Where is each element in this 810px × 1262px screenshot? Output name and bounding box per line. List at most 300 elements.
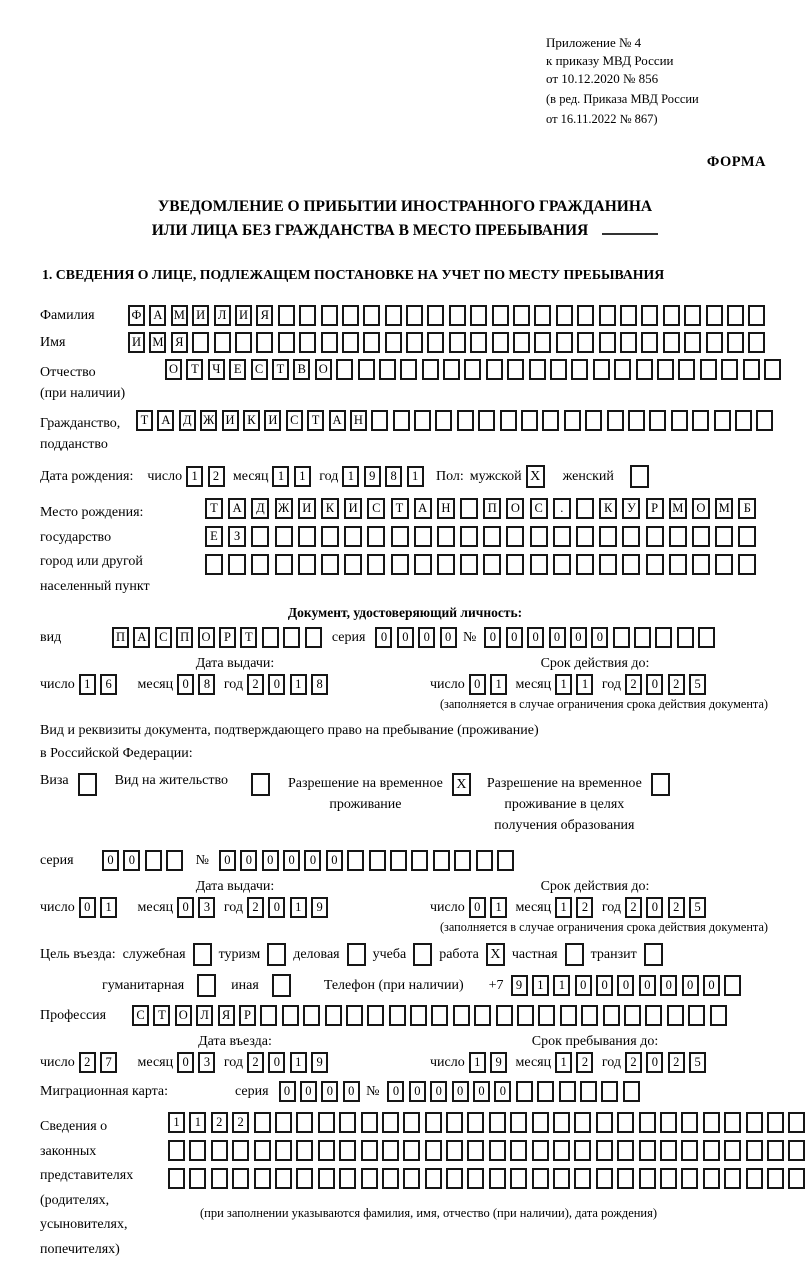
char-cell[interactable] [628, 410, 645, 431]
char-cell[interactable]: 1 [553, 975, 570, 996]
char-cell[interactable]: И [344, 498, 362, 519]
char-cell[interactable]: С [530, 498, 548, 519]
char-cell[interactable] [318, 1168, 335, 1189]
char-cell[interactable] [788, 1168, 805, 1189]
purpose-study-checkbox[interactable] [413, 943, 432, 966]
char-cell[interactable]: З [228, 526, 246, 547]
purpose-tourism-checkbox[interactable] [267, 943, 286, 966]
char-cell[interactable] [449, 332, 466, 353]
char-cell[interactable]: Т [272, 359, 289, 380]
char-cell[interactable]: 0 [452, 1081, 469, 1102]
char-cell[interactable]: Я [171, 332, 188, 353]
purpose-work-checkbox[interactable]: X [486, 943, 505, 966]
char-cell[interactable] [474, 1005, 491, 1026]
char-cell[interactable] [556, 305, 573, 326]
char-cell[interactable] [663, 332, 680, 353]
char-cell[interactable] [435, 410, 452, 431]
char-cell[interactable]: С [155, 627, 172, 648]
char-cell[interactable] [585, 410, 602, 431]
char-cell[interactable] [684, 332, 701, 353]
char-cell[interactable] [361, 1140, 378, 1161]
char-cell[interactable] [639, 1140, 656, 1161]
char-cell[interactable]: 1 [290, 1052, 307, 1073]
visa-checkbox[interactable] [78, 773, 97, 796]
char-cell[interactable] [655, 627, 672, 648]
char-cell[interactable] [646, 554, 664, 575]
char-cell[interactable]: 1 [407, 466, 424, 487]
char-cell[interactable]: 0 [527, 627, 544, 648]
char-cell[interactable] [516, 1081, 533, 1102]
char-cell[interactable] [342, 305, 359, 326]
char-cell[interactable] [564, 410, 581, 431]
char-cell[interactable]: 0 [575, 975, 592, 996]
char-cell[interactable]: 1 [469, 1052, 486, 1073]
char-cell[interactable]: М [669, 498, 687, 519]
char-cell[interactable] [622, 554, 640, 575]
char-cell[interactable]: 1 [555, 897, 572, 918]
char-cell[interactable] [467, 1112, 484, 1133]
char-cell[interactable] [614, 359, 631, 380]
char-cell[interactable] [530, 526, 548, 547]
char-cell[interactable] [746, 1168, 763, 1189]
purpose-business-checkbox[interactable] [347, 943, 366, 966]
char-cell[interactable] [724, 1168, 741, 1189]
char-cell[interactable] [710, 1005, 727, 1026]
char-cell[interactable]: 1 [189, 1112, 206, 1133]
char-cell[interactable]: А [228, 498, 246, 519]
char-cell[interactable] [282, 1005, 299, 1026]
char-cell[interactable] [166, 850, 183, 871]
char-cell[interactable] [767, 1168, 784, 1189]
char-cell[interactable]: А [157, 410, 174, 431]
char-cell[interactable] [622, 526, 640, 547]
char-cell[interactable] [599, 332, 616, 353]
char-cell[interactable] [706, 305, 723, 326]
char-cell[interactable] [496, 1005, 513, 1026]
char-cell[interactable] [262, 627, 279, 648]
char-cell[interactable] [256, 332, 273, 353]
char-cell[interactable] [414, 554, 432, 575]
char-cell[interactable]: 1 [490, 674, 507, 695]
char-cell[interactable]: 0 [469, 897, 486, 918]
char-cell[interactable] [410, 1005, 427, 1026]
char-cell[interactable]: 1 [576, 674, 593, 695]
char-cell[interactable] [607, 410, 624, 431]
char-cell[interactable] [743, 359, 760, 380]
char-cell[interactable] [706, 332, 723, 353]
char-cell[interactable] [538, 1005, 555, 1026]
char-cell[interactable]: 0 [279, 1081, 296, 1102]
char-cell[interactable] [574, 1112, 591, 1133]
char-cell[interactable]: 1 [490, 897, 507, 918]
char-cell[interactable] [596, 1112, 613, 1133]
char-cell[interactable] [639, 1168, 656, 1189]
char-cell[interactable] [427, 305, 444, 326]
char-cell[interactable] [361, 1112, 378, 1133]
char-cell[interactable] [385, 305, 402, 326]
char-cell[interactable] [620, 305, 637, 326]
char-cell[interactable] [657, 359, 674, 380]
char-cell[interactable] [727, 305, 744, 326]
char-cell[interactable] [556, 332, 573, 353]
char-cell[interactable] [390, 850, 407, 871]
char-cell[interactable] [379, 359, 396, 380]
char-cell[interactable] [599, 554, 617, 575]
char-cell[interactable] [321, 526, 339, 547]
char-cell[interactable] [577, 332, 594, 353]
char-cell[interactable]: 2 [208, 466, 225, 487]
char-cell[interactable]: Р [646, 498, 664, 519]
char-cell[interactable] [500, 410, 517, 431]
char-cell[interactable]: К [243, 410, 260, 431]
char-cell[interactable] [489, 1168, 506, 1189]
char-cell[interactable] [641, 332, 658, 353]
char-cell[interactable]: Т [307, 410, 324, 431]
char-cell[interactable] [497, 850, 514, 871]
char-cell[interactable]: 3 [198, 897, 215, 918]
char-cell[interactable] [571, 359, 588, 380]
char-cell[interactable] [422, 359, 439, 380]
char-cell[interactable]: 0 [494, 1081, 511, 1102]
char-cell[interactable]: М [715, 498, 733, 519]
char-cell[interactable]: П [176, 627, 193, 648]
char-cell[interactable]: 0 [484, 627, 501, 648]
char-cell[interactable]: 2 [576, 897, 593, 918]
char-cell[interactable] [492, 305, 509, 326]
char-cell[interactable]: 5 [689, 674, 706, 695]
char-cell[interactable] [613, 627, 630, 648]
char-cell[interactable]: К [599, 498, 617, 519]
char-cell[interactable] [513, 332, 530, 353]
char-cell[interactable] [714, 410, 731, 431]
char-cell[interactable] [305, 627, 322, 648]
char-cell[interactable]: 0 [617, 975, 634, 996]
char-cell[interactable]: 0 [283, 850, 300, 871]
char-cell[interactable] [251, 526, 269, 547]
char-cell[interactable] [681, 1140, 698, 1161]
char-cell[interactable] [764, 359, 781, 380]
char-cell[interactable] [296, 1112, 313, 1133]
char-cell[interactable]: 1 [168, 1112, 185, 1133]
char-cell[interactable] [437, 554, 455, 575]
char-cell[interactable] [254, 1112, 271, 1133]
char-cell[interactable] [299, 305, 316, 326]
char-cell[interactable] [692, 554, 710, 575]
char-cell[interactable] [767, 1140, 784, 1161]
char-cell[interactable]: 1 [272, 466, 289, 487]
purpose-transit-checkbox[interactable] [644, 943, 663, 966]
char-cell[interactable]: 0 [473, 1081, 490, 1102]
char-cell[interactable] [278, 332, 295, 353]
char-cell[interactable] [688, 1005, 705, 1026]
char-cell[interactable]: И [264, 410, 281, 431]
char-cell[interactable] [507, 359, 524, 380]
char-cell[interactable] [403, 1168, 420, 1189]
char-cell[interactable]: Л [214, 305, 231, 326]
char-cell[interactable]: И [298, 498, 316, 519]
char-cell[interactable] [603, 1005, 620, 1026]
char-cell[interactable]: О [315, 359, 332, 380]
char-cell[interactable] [510, 1112, 527, 1133]
char-cell[interactable]: 5 [689, 1052, 706, 1073]
char-cell[interactable] [476, 850, 493, 871]
char-cell[interactable]: Е [229, 359, 246, 380]
char-cell[interactable]: 1 [186, 466, 203, 487]
char-cell[interactable]: Ж [275, 498, 293, 519]
char-cell[interactable]: Н [437, 498, 455, 519]
char-cell[interactable]: 0 [387, 1081, 404, 1102]
char-cell[interactable]: 0 [177, 674, 194, 695]
char-cell[interactable]: 9 [511, 975, 528, 996]
char-cell[interactable] [700, 359, 717, 380]
char-cell[interactable]: 1 [79, 674, 96, 695]
char-cell[interactable] [275, 554, 293, 575]
char-cell[interactable]: 0 [268, 674, 285, 695]
char-cell[interactable]: 0 [549, 627, 566, 648]
char-cell[interactable] [400, 359, 417, 380]
char-cell[interactable]: 2 [625, 1052, 642, 1073]
char-cell[interactable] [467, 1140, 484, 1161]
char-cell[interactable]: 0 [123, 850, 140, 871]
char-cell[interactable]: С [286, 410, 303, 431]
char-cell[interactable] [425, 1140, 442, 1161]
char-cell[interactable] [446, 1140, 463, 1161]
char-cell[interactable] [746, 1112, 763, 1133]
char-cell[interactable] [406, 305, 423, 326]
char-cell[interactable] [318, 1140, 335, 1161]
char-cell[interactable]: 2 [625, 674, 642, 695]
char-cell[interactable]: 0 [646, 674, 663, 695]
char-cell[interactable]: 0 [219, 850, 236, 871]
char-cell[interactable] [437, 526, 455, 547]
char-cell[interactable]: 0 [102, 850, 119, 871]
char-cell[interactable] [145, 850, 162, 871]
char-cell[interactable] [296, 1140, 313, 1161]
char-cell[interactable] [724, 1140, 741, 1161]
char-cell[interactable]: И [235, 305, 252, 326]
char-cell[interactable] [414, 410, 431, 431]
char-cell[interactable]: Т [391, 498, 409, 519]
char-cell[interactable]: 0 [682, 975, 699, 996]
char-cell[interactable] [553, 1168, 570, 1189]
char-cell[interactable] [506, 526, 524, 547]
char-cell[interactable] [767, 1112, 784, 1133]
char-cell[interactable] [645, 1005, 662, 1026]
char-cell[interactable]: 0 [440, 627, 457, 648]
temp-permit-checkbox[interactable]: X [452, 773, 471, 796]
char-cell[interactable]: 0 [418, 627, 435, 648]
char-cell[interactable] [457, 410, 474, 431]
char-cell[interactable] [414, 526, 432, 547]
char-cell[interactable]: 0 [79, 897, 96, 918]
char-cell[interactable] [620, 332, 637, 353]
char-cell[interactable]: П [112, 627, 129, 648]
char-cell[interactable] [406, 332, 423, 353]
char-cell[interactable] [537, 1081, 554, 1102]
char-cell[interactable] [649, 410, 666, 431]
char-cell[interactable] [715, 554, 733, 575]
char-cell[interactable]: 0 [660, 975, 677, 996]
char-cell[interactable]: . [553, 498, 571, 519]
char-cell[interactable]: Б [738, 498, 756, 519]
char-cell[interactable] [336, 359, 353, 380]
char-cell[interactable]: 2 [668, 897, 685, 918]
char-cell[interactable] [678, 359, 695, 380]
char-cell[interactable] [641, 305, 658, 326]
char-cell[interactable]: Д [251, 498, 269, 519]
char-cell[interactable] [724, 1112, 741, 1133]
char-cell[interactable]: 2 [668, 1052, 685, 1073]
char-cell[interactable] [235, 332, 252, 353]
char-cell[interactable] [489, 1140, 506, 1161]
char-cell[interactable]: 1 [290, 674, 307, 695]
char-cell[interactable]: 6 [100, 674, 117, 695]
char-cell[interactable] [446, 1112, 463, 1133]
char-cell[interactable] [634, 627, 651, 648]
char-cell[interactable] [446, 1168, 463, 1189]
char-cell[interactable]: 5 [689, 897, 706, 918]
char-cell[interactable] [192, 332, 209, 353]
char-cell[interactable]: 2 [79, 1052, 96, 1073]
char-cell[interactable] [325, 1005, 342, 1026]
char-cell[interactable]: А [414, 498, 432, 519]
char-cell[interactable]: О [506, 498, 524, 519]
char-cell[interactable]: 8 [198, 674, 215, 695]
char-cell[interactable] [254, 1140, 271, 1161]
char-cell[interactable] [738, 526, 756, 547]
char-cell[interactable]: 0 [343, 1081, 360, 1102]
char-cell[interactable] [478, 410, 495, 431]
char-cell[interactable]: 0 [397, 627, 414, 648]
char-cell[interactable] [298, 526, 316, 547]
sex-male-checkbox[interactable]: X [526, 465, 545, 488]
char-cell[interactable] [382, 1112, 399, 1133]
char-cell[interactable] [361, 1168, 378, 1189]
char-cell[interactable]: А [329, 410, 346, 431]
char-cell[interactable]: 8 [385, 466, 402, 487]
char-cell[interactable] [788, 1140, 805, 1161]
char-cell[interactable] [669, 554, 687, 575]
char-cell[interactable]: 2 [668, 674, 685, 695]
char-cell[interactable] [453, 1005, 470, 1026]
char-cell[interactable] [532, 1112, 549, 1133]
char-cell[interactable] [532, 1168, 549, 1189]
char-cell[interactable] [553, 1112, 570, 1133]
char-cell[interactable] [623, 1081, 640, 1102]
char-cell[interactable]: 0 [240, 850, 257, 871]
char-cell[interactable] [425, 1168, 442, 1189]
char-cell[interactable] [189, 1140, 206, 1161]
char-cell[interactable]: 2 [232, 1112, 249, 1133]
char-cell[interactable] [367, 554, 385, 575]
char-cell[interactable] [715, 526, 733, 547]
char-cell[interactable]: 0 [409, 1081, 426, 1102]
char-cell[interactable]: 9 [311, 897, 328, 918]
char-cell[interactable] [574, 1168, 591, 1189]
char-cell[interactable]: Я [256, 305, 273, 326]
char-cell[interactable]: 0 [300, 1081, 317, 1102]
char-cell[interactable] [510, 1168, 527, 1189]
char-cell[interactable]: Т [153, 1005, 170, 1026]
char-cell[interactable] [367, 526, 385, 547]
char-cell[interactable]: С [251, 359, 268, 380]
char-cell[interactable] [660, 1168, 677, 1189]
char-cell[interactable] [617, 1168, 634, 1189]
char-cell[interactable] [391, 526, 409, 547]
char-cell[interactable] [393, 410, 410, 431]
char-cell[interactable] [576, 554, 594, 575]
char-cell[interactable]: Л [196, 1005, 213, 1026]
char-cell[interactable] [278, 305, 295, 326]
char-cell[interactable] [617, 1112, 634, 1133]
char-cell[interactable] [735, 410, 752, 431]
char-cell[interactable] [550, 359, 567, 380]
char-cell[interactable] [692, 410, 709, 431]
char-cell[interactable] [460, 526, 478, 547]
char-cell[interactable] [596, 1140, 613, 1161]
char-cell[interactable]: 1 [290, 897, 307, 918]
char-cell[interactable]: Д [179, 410, 196, 431]
sex-female-checkbox[interactable] [630, 465, 649, 488]
char-cell[interactable]: 3 [198, 1052, 215, 1073]
char-cell[interactable]: 0 [570, 627, 587, 648]
char-cell[interactable]: 2 [247, 897, 264, 918]
char-cell[interactable] [411, 850, 428, 871]
char-cell[interactable]: 0 [469, 674, 486, 695]
char-cell[interactable]: 0 [703, 975, 720, 996]
char-cell[interactable] [576, 526, 594, 547]
purpose-official-checkbox[interactable] [193, 943, 212, 966]
char-cell[interactable]: О [692, 498, 710, 519]
char-cell[interactable] [391, 554, 409, 575]
char-cell[interactable]: О [165, 359, 182, 380]
char-cell[interactable] [703, 1140, 720, 1161]
char-cell[interactable] [382, 1168, 399, 1189]
char-cell[interactable] [443, 359, 460, 380]
char-cell[interactable] [427, 332, 444, 353]
char-cell[interactable]: А [149, 305, 166, 326]
char-cell[interactable]: 0 [375, 627, 392, 648]
char-cell[interactable] [339, 1140, 356, 1161]
char-cell[interactable] [454, 850, 471, 871]
char-cell[interactable]: И [128, 332, 145, 353]
char-cell[interactable] [681, 1112, 698, 1133]
char-cell[interactable]: 0 [326, 850, 343, 871]
char-cell[interactable] [232, 1140, 249, 1161]
char-cell[interactable] [660, 1140, 677, 1161]
residence-permit-checkbox[interactable] [251, 773, 270, 796]
char-cell[interactable]: 1 [555, 674, 572, 695]
char-cell[interactable] [553, 526, 571, 547]
char-cell[interactable]: 0 [177, 1052, 194, 1073]
char-cell[interactable]: С [367, 498, 385, 519]
char-cell[interactable]: 0 [646, 1052, 663, 1073]
char-cell[interactable] [748, 305, 765, 326]
char-cell[interactable]: П [483, 498, 501, 519]
char-cell[interactable] [667, 1005, 684, 1026]
char-cell[interactable] [581, 1005, 598, 1026]
char-cell[interactable] [251, 554, 269, 575]
purpose-other-checkbox[interactable] [272, 974, 291, 997]
char-cell[interactable]: 8 [311, 674, 328, 695]
char-cell[interactable]: В [293, 359, 310, 380]
char-cell[interactable]: Р [219, 627, 236, 648]
char-cell[interactable]: 1 [100, 897, 117, 918]
char-cell[interactable] [425, 1112, 442, 1133]
char-cell[interactable] [211, 1140, 228, 1161]
char-cell[interactable] [431, 1005, 448, 1026]
char-cell[interactable]: И [192, 305, 209, 326]
